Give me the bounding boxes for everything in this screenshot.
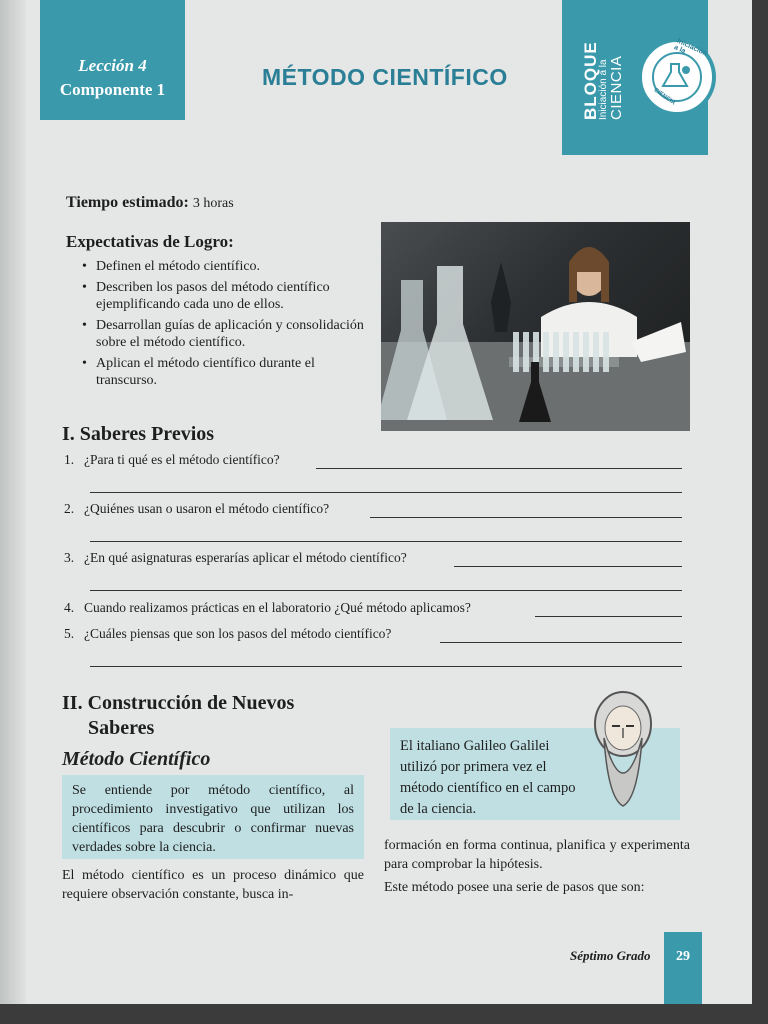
section-2-heading: II. Construcción de Nuevos	[62, 692, 295, 714]
question-3	[64, 550, 407, 566]
question-number: 4.	[64, 600, 75, 615]
page-number-tab	[664, 932, 702, 1004]
page-number: 29	[676, 949, 690, 964]
question-number: 5.	[64, 626, 75, 641]
component-label: Componente 1	[59, 80, 166, 99]
time-label: Tiempo estimado:	[66, 194, 189, 211]
definition-text: Se entiende por método científico, al procedimiento investigativo que utilizan los científicos para descubrir o confirmar nuevas verdades sobre la ciencia.	[72, 783, 354, 855]
expectation-item: • Aplican el método científico durante el transcurso.	[80, 355, 370, 389]
answer-line[interactable]	[535, 616, 682, 617]
answer-line[interactable]	[316, 468, 682, 469]
expectations-list	[80, 258, 370, 393]
galileo-portrait	[584, 688, 662, 808]
seal-bottom-text: CIENCIA	[652, 87, 677, 107]
metodo-subheading: Método Científico	[62, 748, 211, 770]
lesson-number: Lección 4	[78, 56, 147, 75]
laboratory-photo	[381, 222, 690, 431]
question-2	[64, 501, 329, 517]
answer-line[interactable]	[90, 666, 682, 667]
question-4	[64, 600, 471, 616]
lab-scene-image	[381, 222, 690, 431]
question-number: 3.	[64, 550, 75, 565]
ciencia-seal-icon	[638, 38, 716, 116]
definition-box	[62, 775, 364, 859]
galileo-bust-icon	[584, 688, 662, 808]
expectations-heading: Expectativas de Logro:	[66, 232, 234, 251]
expectation-item: • Describen los pasos del método científico ejemplificando cada uno de ellos.	[80, 279, 370, 313]
bloque-title: BLOQUE	[581, 41, 600, 120]
seal-top-text: Iniciación a la	[672, 37, 709, 58]
book-spine	[0, 0, 26, 1004]
grade-label: Séptimo Grado	[570, 948, 651, 963]
page-title: MÉTODO CIENTÍFICO	[262, 64, 508, 90]
time-value: 3 horas	[192, 196, 234, 211]
paragraph-dynamic-process: El método científico es un proceso dinámico que requiere observación constante, busca in-	[62, 868, 364, 902]
paragraph-continuation: formación en forma continua, planifica y experimenta para comprobar la hipótesis.	[384, 838, 690, 872]
estimated-time	[66, 194, 234, 212]
answer-line[interactable]	[454, 566, 682, 567]
question-text: Cuando realizamos prácticas en el laboratorio ¿Qué método aplicamos?	[84, 600, 471, 615]
question-number: 2.	[64, 501, 75, 516]
question-number: 1.	[64, 452, 75, 467]
expectation-item: • Desarrollan guías de aplicación y consolidación sobre el método científico.	[80, 317, 370, 351]
galileo-text: El italiano Galileo Galilei utilizó por primera vez el método científico en el campo de la ciencia.	[400, 738, 576, 817]
answer-line[interactable]	[440, 642, 682, 643]
section-2-heading-cont: Saberes	[88, 717, 155, 739]
question-text: ¿Cuáles piensas que son los pasos del método científico?	[84, 626, 392, 641]
answer-line[interactable]	[90, 541, 682, 542]
bloque-subtitle: Iniciación a la	[598, 59, 609, 120]
section-1-heading: I. Saberes Previos	[62, 423, 215, 445]
question-1	[64, 452, 280, 468]
question-text: ¿Para ti qué es el método científico?	[84, 452, 280, 467]
paragraph-steps-intro: Este método posee una serie de pasos que son:	[384, 880, 645, 895]
expectation-item: • Definen el método científico.	[80, 258, 370, 275]
bloque-topic: CIENCIA	[608, 55, 625, 120]
answer-line[interactable]	[370, 517, 682, 518]
question-text: ¿En qué asignaturas esperarías aplicar el método científico?	[84, 550, 407, 565]
answer-line[interactable]	[90, 590, 682, 591]
bloque-label	[582, 41, 624, 120]
lesson-badge	[40, 0, 185, 120]
question-text: ¿Quiénes usan o usaron el método científico?	[84, 501, 330, 516]
answer-line[interactable]	[90, 492, 682, 493]
question-5	[64, 626, 391, 642]
